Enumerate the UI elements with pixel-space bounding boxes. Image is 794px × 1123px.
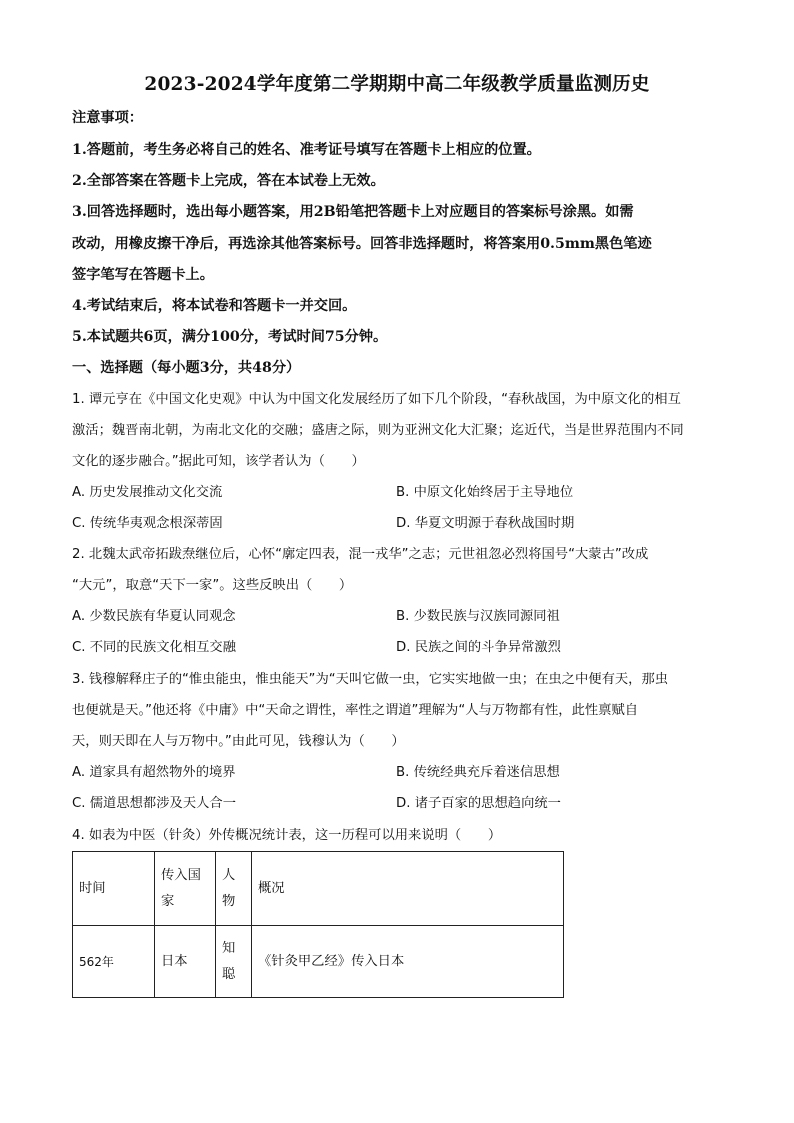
question-3-option-d: D. 诸子百家的思想趋向统一: [396, 796, 561, 811]
notice-item: 签字笔写在答题卡上。: [72, 267, 214, 283]
table-cell: 日本: [155, 926, 216, 998]
question-2-option-b: B. 少数民族与汉族同源同祖: [396, 609, 560, 624]
question-2-option-c: C. 不同的民族文化相互交融: [72, 640, 237, 655]
table-header-cell: 时间: [73, 852, 155, 926]
question-4-line: 4. 如表为中医（针灸）外传概况统计表，这一历程可以用来说明（ ）: [72, 828, 502, 843]
table-row: [73, 926, 564, 998]
question-2-option-d: D. 民族之间的斗争异常激烈: [396, 640, 561, 655]
section-heading: 一、选择题（每小题3分，共48分）: [72, 360, 301, 376]
table-header-cell: 人物: [216, 852, 252, 926]
question-1-line: 激活；魏晋南北朝，为南北文化的交融；盛唐之际，则为亚洲文化大汇聚；迄近代，当是世界范围内不同: [72, 423, 684, 438]
notice-item: 3.回答选择题时，选出每小题答案，用2B铅笔把答题卡上对应题目的答案标号涂黑。如需: [72, 204, 634, 220]
question-3-option-a: A. 道家具有超然物外的境界: [72, 765, 236, 780]
question-1-option-a: A. 历史发展推动文化交流: [72, 485, 223, 500]
question-3-line: 3. 钱穆解释庄子的“惟虫能虫，惟虫能天”为“天叫它做一虫，它实实地做一虫；在虫之中便有天，那虫: [72, 672, 669, 687]
question-2-option-a: A. 少数民族有华夏认同观念: [72, 609, 236, 624]
question-3-option-c: C. 儒道思想都涉及天人合一: [72, 796, 237, 811]
question-2-line: 2. 北魏太武帝拓跋焘继位后，心怀“廓定四表，混一戎华”之志；元世祖忽必烈将国号“大蒙古”改成: [72, 547, 649, 562]
table-cell: 562年: [73, 926, 155, 998]
table-header-cell: 概况: [252, 852, 564, 926]
table-header-cell: 传入国家: [155, 852, 216, 926]
question-1-option-c: C. 传统华夷观念根深蒂固: [72, 516, 223, 531]
question-2-line: “大元”，取意“天下一家”。这些反映出（ ）: [72, 578, 353, 593]
notice-item: 5.本试题共6页，满分100分，考试时间75分钟。: [72, 329, 388, 345]
notice-heading: 注意事项：: [72, 110, 143, 126]
question-1-line: 文化的逐步融合。”据此可知，该学者认为（ ）: [72, 454, 365, 469]
table-cell: 《针灸甲乙经》传入日本: [252, 926, 564, 998]
notice-item: 改动，用橡皮擦干净后，再选涂其他答案标号。回答非选择题时，将答案用0.5mm黑色笔迹: [72, 236, 652, 252]
question-1-option-b: B. 中原文化始终居于主导地位: [396, 485, 574, 500]
page-title: 2023-2024学年度第二学期期中高二年级教学质量监测历史: [144, 74, 650, 95]
table-header-row: [73, 852, 564, 926]
table-cell: 知聪: [216, 926, 252, 998]
notice-item: 1.答题前，考生务必将自己的姓名、准考证号填写在答题卡上相应的位置。: [72, 142, 541, 158]
question-3-option-b: B. 传统经典充斥着迷信思想: [396, 765, 560, 780]
question-3-line: 也便就是天。”他还将《中庸》中“天命之谓性，率性之谓道”理解为“人与万物都有性，此性禀赋自: [72, 703, 639, 718]
question-3-line: 天，则天即在人与万物中。”由此可见，钱穆认为（ ）: [72, 734, 405, 749]
question-1-option-d: D. 华夏文明源于春秋战国时期: [396, 516, 575, 531]
acupuncture-spread-table: [72, 851, 564, 998]
question-1-line: 1. 谭元亨在《中国文化史观》中认为中国文化发展经历了如下几个阶段，“春秋战国，为中原文化的相互: [72, 392, 681, 407]
notice-item: 2.全部答案在答题卡上完成，答在本试卷上无效。: [72, 173, 385, 189]
notice-item: 4.考试结束后，将本试卷和答题卡一并交回。: [72, 298, 357, 314]
